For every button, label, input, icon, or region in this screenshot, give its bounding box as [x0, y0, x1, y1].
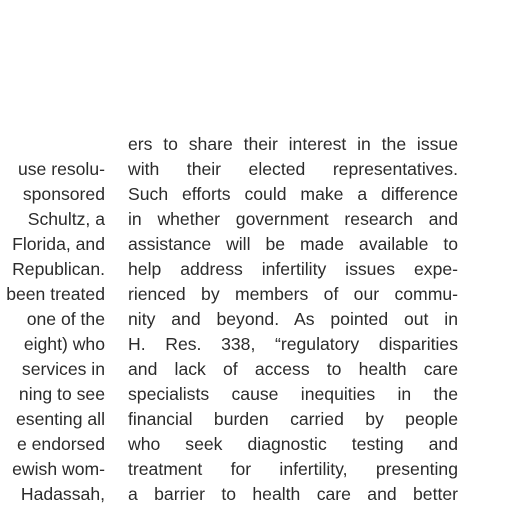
right-line-4: in whether government research and	[128, 209, 458, 229]
left-line-8: eight) who	[23, 334, 105, 354]
right-line-2: with their elected representatives.	[128, 159, 458, 179]
right-line-10: and lack of access to health care	[128, 359, 458, 379]
left-line-5: Republican.	[12, 259, 105, 279]
right-line-3: Such efforts could make a difference	[128, 184, 458, 204]
right-line-14: treatment for infertility, presenting	[128, 459, 458, 479]
left-line-3: Schultz, a	[27, 209, 105, 229]
left-line-2: sponsored	[22, 184, 105, 204]
right-line-6: help address infertility issues expe-	[128, 259, 458, 279]
left-line-13: ewish wom-	[12, 459, 105, 479]
left-line-11: esenting all	[15, 409, 105, 429]
left-line-4: Florida, and	[12, 234, 105, 254]
right-line-12: financial burden carried by people	[128, 409, 458, 429]
right-line-13: who seek diagnostic testing and	[128, 434, 458, 454]
left-line-10: ning to see	[18, 384, 105, 404]
right-line-7: rienced by members of our commu-	[128, 284, 458, 304]
left-line-6: been treated	[6, 284, 105, 304]
right-line-9: H. Res. 338, “regulatory disparities	[128, 334, 458, 354]
left-line-1: use resolu-	[17, 159, 105, 179]
left-line-12: e endorsed	[16, 434, 105, 454]
left-line-9: services in	[21, 359, 105, 379]
right-line-5: assistance will be made available to	[128, 234, 458, 254]
left-line-14: Hadassah,	[20, 484, 105, 504]
left-line-7: one of the	[26, 309, 105, 329]
right-line-8: nity and beyond. As pointed out in	[128, 309, 458, 329]
right-line-11: specialists cause inequities in the	[128, 384, 458, 404]
right-line-15: a barrier to health care and better	[128, 484, 458, 504]
right-line-1: ers to share their interest in the issue	[128, 134, 458, 154]
